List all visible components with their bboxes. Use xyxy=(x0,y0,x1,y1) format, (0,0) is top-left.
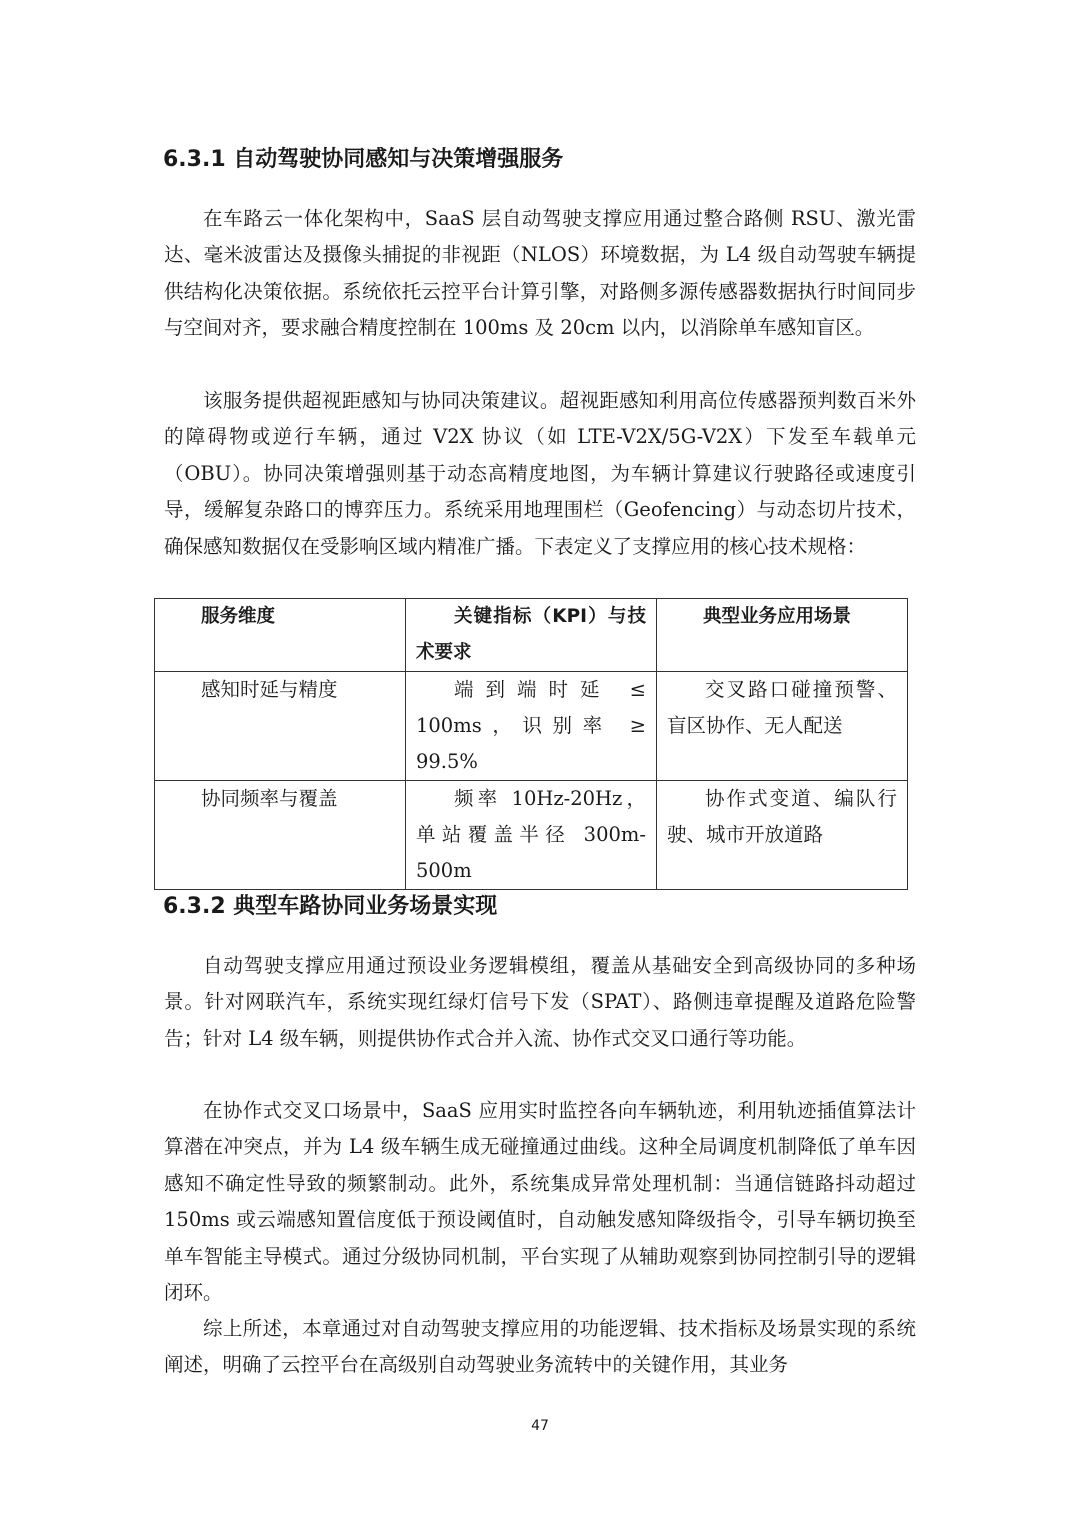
table-row xyxy=(155,672,908,781)
paragraph: 自动驾驶支撑应用通过预设业务逻辑模组，覆盖从基础安全到高级协同的多种场景。针对网联汽车，系统实现红绿灯信号下发（SPAT）、路侧违章提醒及道路危险警告；针对 L4 级车辆，则提供协作式合并入流、协作式交叉口通行等功能。 xyxy=(164,954,916,1050)
table-header-cell: 关键指标（KPI）与技术要求 xyxy=(405,599,656,672)
table-cell: 感知时延与精度 xyxy=(155,672,406,781)
table-cell: 端到端时延 ≤ 100ms，识别率 ≥ 99.5% xyxy=(405,672,656,781)
table-cell: 协同频率与覆盖 xyxy=(155,781,406,890)
section-heading-6-3-1: 6.3.1 自动驾驶协同感知与决策增强服务 xyxy=(163,147,564,172)
paragraph: 该服务提供超视距感知与协同决策建议。超视距感知利用高位传感器预判数百米外的障碍物或逆行车辆，通过 V2X 协议（如 LTE-V2X/5G-V2X）下发至车载单元（OBU）。协同决策增强则基于动态高精度地图，为车辆计算建议行驶路径或速度引导，缓解复杂路口的博弈压力。系统采用地理围栏（Geofencing）与动态切片技术，确保感知数据仅在受影响区域内精准广播。下表定义了支撑应用的核心技术规格： xyxy=(164,389,916,558)
table-header-row xyxy=(155,599,908,672)
table-header-cell: 典型业务应用场景 xyxy=(656,599,907,672)
page-number: 47 xyxy=(531,1418,549,1434)
table-header-cell: 服务维度 xyxy=(155,599,406,672)
table-cell: 交叉路口碰撞预警、盲区协作、无人配送 xyxy=(656,672,907,781)
paragraph: 在车路云一体化架构中，SaaS 层自动驾驶支撑应用通过整合路侧 RSU、激光雷达、毫米波雷达及摄像头捕捉的非视距（NLOS）环境数据，为 L4 级自动驾驶车辆提供结构化决策依据。系统依托云控平台计算引擎，对路侧多源传感器数据执行时间同步与空间对齐，要求融合精度控制在 100ms 及 20cm 以内，以消除单车感知盲区。 xyxy=(164,207,916,340)
table-cell: 频率 10Hz-20Hz，单站覆盖半径 300m-500m xyxy=(405,781,656,890)
section-heading-6-3-2: 6.3.2 典型车路协同业务场景实现 xyxy=(163,894,498,919)
table-cell: 协作式变道、编队行驶、城市开放道路 xyxy=(656,781,907,890)
paragraph: 在协作式交叉口场景中，SaaS 应用实时监控各向车辆轨迹，利用轨迹插值算法计算潜在冲突点，并为 L4 级车辆生成无碰撞通过曲线。这种全局调度机制降低了单车因感知不确定性导致的频繁制动。此外，系统集成异常处理机制：当通信链路抖动超过 150ms 或云端感知置信度低于预设阈值时，自动触发感知降级指令，引导车辆切换至单车智能主导模式。通过分级协同机制，平台实现了从辅助观察到协同控制引导的逻辑闭环。 xyxy=(164,1099,916,1305)
table-row xyxy=(155,781,908,890)
paragraph: 综上所述，本章通过对自动驾驶支撑应用的功能逻辑、技术指标及场景实现的系统阐述，明确了云控平台在高级别自动驾驶业务流转中的关键作用，其业务 xyxy=(164,1317,916,1377)
spec-table xyxy=(154,598,908,890)
